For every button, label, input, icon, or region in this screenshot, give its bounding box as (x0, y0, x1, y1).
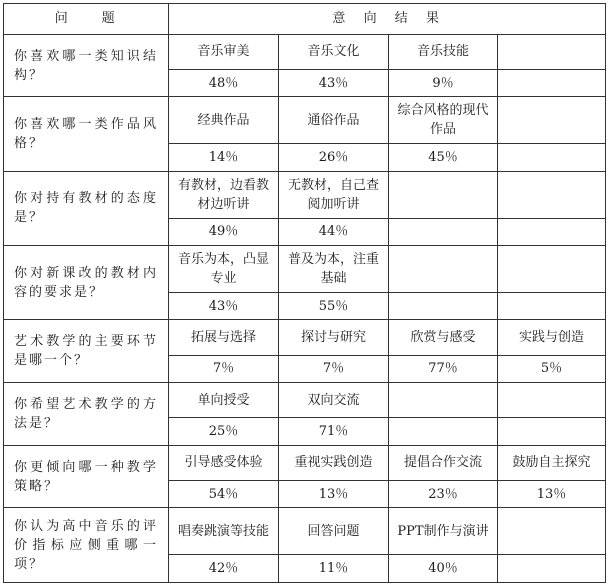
option-label: 无教材，自己查阅加听讲 (279, 171, 389, 218)
result-column-header: 意 向 结 果 (169, 4, 606, 35)
option-label: 单向授受 (169, 383, 279, 418)
question-option-row (4, 383, 606, 418)
option-label (498, 97, 606, 144)
question-text: 你喜欢哪一类作品风格？ (4, 97, 169, 171)
question-text: 你喜欢哪一类知识结构？ (4, 34, 169, 97)
option-percentage: 13％ (279, 480, 389, 508)
option-label: 经典作品 (169, 97, 279, 144)
option-label: 普及为本，注重基础 (279, 246, 389, 293)
option-percentage (498, 144, 606, 172)
option-label: 唱奏跳演等技能 (169, 508, 279, 555)
question-option-row (4, 320, 606, 355)
option-label (498, 383, 606, 418)
option-percentage: 43％ (279, 69, 389, 97)
option-label: 引导感受体验 (169, 445, 279, 480)
option-label: 有教材，边看教材边听讲 (169, 171, 279, 218)
option-percentage: 14％ (169, 144, 279, 172)
option-percentage (498, 292, 606, 320)
question-option-row (4, 445, 606, 480)
question-text: 你对持有教材的态度是？ (4, 171, 169, 245)
option-percentage: 40％ (389, 555, 498, 583)
option-percentage: 49％ (169, 218, 279, 246)
option-label (498, 508, 606, 555)
option-label: 音乐文化 (279, 34, 389, 69)
option-percentage: 11％ (279, 555, 389, 583)
option-percentage: 23％ (389, 480, 498, 508)
option-percentage (389, 418, 498, 446)
option-percentage: 54％ (169, 480, 279, 508)
option-percentage (389, 218, 498, 246)
question-text: 你更倾向哪一种教学策略？ (4, 445, 169, 508)
option-label: 音乐技能 (389, 34, 498, 69)
question-option-row (4, 508, 606, 555)
option-label: 拓展与选择 (169, 320, 279, 355)
option-label (389, 383, 498, 418)
question-option-row (4, 34, 606, 69)
option-percentage: 43％ (169, 292, 279, 320)
option-percentage: 13％ (498, 480, 606, 508)
option-label: 提倡合作交流 (389, 445, 498, 480)
option-percentage: 7％ (279, 355, 389, 383)
option-label: 双向交流 (279, 383, 389, 418)
option-percentage: 7％ (169, 355, 279, 383)
option-label (389, 171, 498, 218)
option-percentage (498, 418, 606, 446)
option-label: 实践与创造 (498, 320, 606, 355)
option-percentage: 5％ (498, 355, 606, 383)
question-text: 艺术教学的主要环节是哪一个？ (4, 320, 169, 383)
option-label: 鼓励自主探究 (498, 445, 606, 480)
option-percentage: 48％ (169, 69, 279, 97)
option-label: 探讨与研究 (279, 320, 389, 355)
question-text: 你认为高中音乐的评价指标应侧重哪一项？ (4, 508, 169, 583)
option-percentage: 55％ (279, 292, 389, 320)
option-percentage: 42％ (169, 555, 279, 583)
question-option-row (4, 246, 606, 293)
option-percentage (498, 555, 606, 583)
question-column-header: 问 题 (4, 4, 169, 35)
option-percentage: 45％ (389, 144, 498, 172)
option-percentage (498, 218, 606, 246)
option-label: 音乐为本，凸显专业 (169, 246, 279, 293)
option-percentage: 71％ (279, 418, 389, 446)
option-label (389, 246, 498, 293)
option-percentage: 26％ (279, 144, 389, 172)
option-label: 回答问题 (279, 508, 389, 555)
option-label: 重视实践创造 (279, 445, 389, 480)
table-header-row (4, 4, 606, 35)
option-label: PPT制作与演讲 (389, 508, 498, 555)
option-label: 欣赏与感受 (389, 320, 498, 355)
question-option-row (4, 171, 606, 218)
question-text: 你希望艺术教学的方法是？ (4, 383, 169, 446)
question-text: 你对新课改的教材内容的要求是？ (4, 246, 169, 320)
option-label (498, 246, 606, 293)
option-percentage (498, 69, 606, 97)
option-percentage (389, 292, 498, 320)
option-percentage: 25％ (169, 418, 279, 446)
option-percentage: 44％ (279, 218, 389, 246)
option-percentage: 77％ (389, 355, 498, 383)
question-option-row (4, 97, 606, 144)
option-label (498, 171, 606, 218)
option-label (498, 34, 606, 69)
option-label: 综合风格的现代作品 (389, 97, 498, 144)
survey-results-table (3, 3, 606, 583)
option-label: 通俗作品 (279, 97, 389, 144)
option-label: 音乐审美 (169, 34, 279, 69)
option-percentage: 9％ (389, 69, 498, 97)
